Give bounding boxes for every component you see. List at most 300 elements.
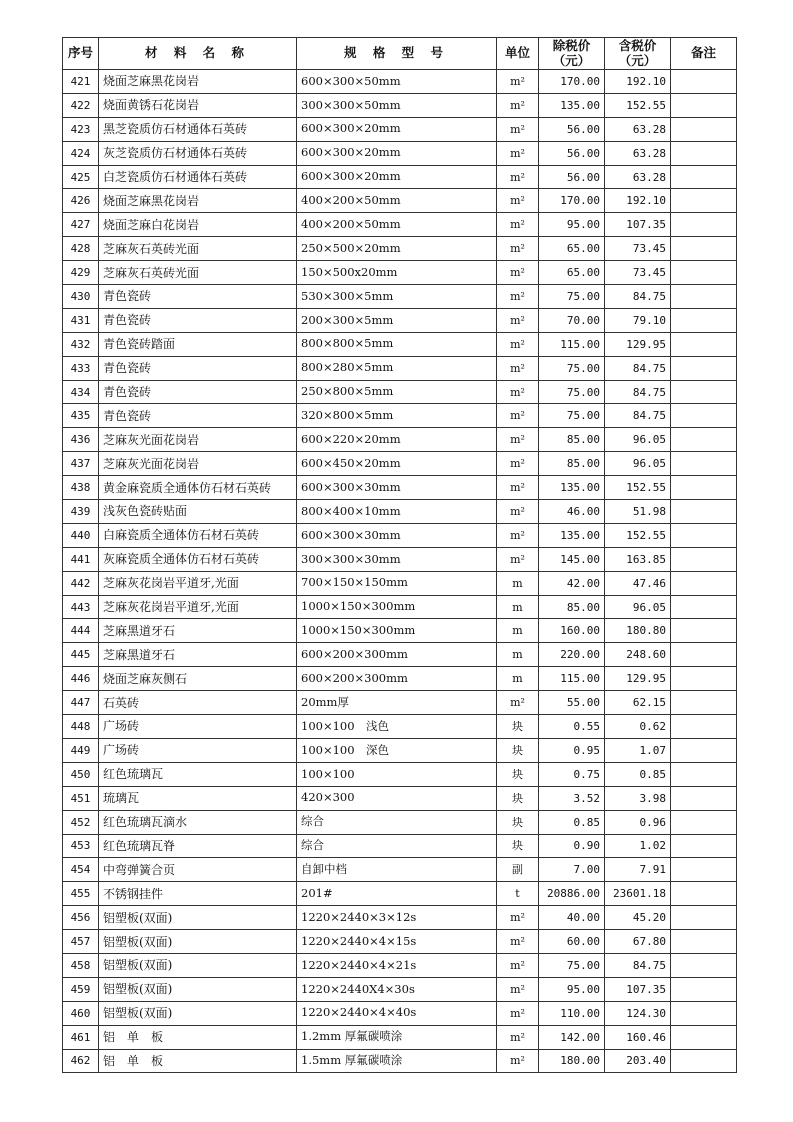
price-ex-tax-cell: 85.00 (539, 428, 605, 452)
table-row (63, 213, 737, 237)
note-cell (671, 117, 737, 141)
header-no: 序号 (63, 38, 99, 70)
price-ex-tax-cell: 135.00 (539, 93, 605, 117)
note-cell (671, 356, 737, 380)
row-number-cell: 444 (63, 619, 99, 643)
material-name-cell: 广场砖 (99, 715, 297, 739)
row-number-cell: 427 (63, 213, 99, 237)
price-inc-tax-cell: 96.05 (605, 452, 671, 476)
price-inc-tax-cell: 96.05 (605, 428, 671, 452)
price-ex-tax-cell: 75.00 (539, 285, 605, 309)
header-note: 备注 (671, 38, 737, 70)
price-ex-tax-cell: 115.00 (539, 332, 605, 356)
price-inc-tax-cell: 107.35 (605, 213, 671, 237)
note-cell (671, 977, 737, 1001)
unit-cell: m² (497, 261, 539, 285)
table-row (63, 356, 737, 380)
row-number-cell: 458 (63, 953, 99, 977)
price-inc-tax-cell: 1.02 (605, 834, 671, 858)
row-number-cell: 426 (63, 189, 99, 213)
material-name-cell: 灰芝瓷质仿石材通体石英砖 (99, 141, 297, 165)
header-price-ex-tax: 除税价 （元） (539, 38, 605, 70)
table-row (63, 1049, 737, 1073)
note-cell (671, 476, 737, 500)
unit-cell: m² (497, 500, 539, 524)
unit-cell: m² (497, 523, 539, 547)
table-row (63, 595, 737, 619)
material-name-cell: 烧面芝麻黑花岗岩 (99, 70, 297, 94)
table-row (63, 452, 737, 476)
unit-cell: m² (497, 404, 539, 428)
unit-cell: m² (497, 691, 539, 715)
note-cell (671, 452, 737, 476)
price-inc-tax-cell: 129.95 (605, 332, 671, 356)
row-number-cell: 429 (63, 261, 99, 285)
spec-model-cell: 800×800×5mm (297, 332, 497, 356)
spec-model-cell: 100×100 深色 (297, 738, 497, 762)
table-row (63, 953, 737, 977)
row-number-cell: 421 (63, 70, 99, 94)
price-ex-tax-cell: 55.00 (539, 691, 605, 715)
material-name-cell: 芝麻灰石英砖光面 (99, 237, 297, 261)
note-cell (671, 595, 737, 619)
row-number-cell: 425 (63, 165, 99, 189)
price-ex-tax-cell: 110.00 (539, 1001, 605, 1025)
unit-cell: 块 (497, 810, 539, 834)
price-inc-tax-cell: 47.46 (605, 571, 671, 595)
price-inc-tax-cell: 160.46 (605, 1025, 671, 1049)
unit-cell: m² (497, 547, 539, 571)
unit-cell: 块 (497, 715, 539, 739)
note-cell (671, 404, 737, 428)
note-cell (671, 738, 737, 762)
material-name-cell: 芝麻灰光面花岗岩 (99, 452, 297, 476)
table-row (63, 523, 737, 547)
spec-model-cell: 600×300×20mm (297, 141, 497, 165)
note-cell (671, 285, 737, 309)
price-ex-tax-cell: 0.55 (539, 715, 605, 739)
price-inc-tax-cell: 192.10 (605, 70, 671, 94)
unit-cell: m² (497, 930, 539, 954)
table-row (63, 428, 737, 452)
price-inc-tax-cell: 79.10 (605, 308, 671, 332)
unit-cell: 块 (497, 834, 539, 858)
price-inc-tax-cell: 129.95 (605, 667, 671, 691)
material-name-cell: 青色瓷砖 (99, 285, 297, 309)
row-number-cell: 439 (63, 500, 99, 524)
spec-model-cell: 600×220×20mm (297, 428, 497, 452)
spec-model-cell: 综合 (297, 810, 497, 834)
spec-model-cell: 600×300×20mm (297, 165, 497, 189)
row-number-cell: 462 (63, 1049, 99, 1073)
unit-cell: m (497, 571, 539, 595)
unit-cell: m² (497, 906, 539, 930)
price-inc-tax-cell: 152.55 (605, 93, 671, 117)
price-ex-tax-cell: 170.00 (539, 70, 605, 94)
price-inc-tax-cell: 62.15 (605, 691, 671, 715)
unit-cell: m² (497, 189, 539, 213)
material-name-cell: 烧面芝麻黑花岗岩 (99, 189, 297, 213)
unit-cell: t (497, 882, 539, 906)
table-row (63, 667, 737, 691)
row-number-cell: 446 (63, 667, 99, 691)
material-name-cell: 灰麻瓷质全通体仿石材石英砖 (99, 547, 297, 571)
price-inc-tax-cell: 84.75 (605, 285, 671, 309)
price-inc-tax-cell: 51.98 (605, 500, 671, 524)
price-ex-tax-cell: 40.00 (539, 906, 605, 930)
price-inc-tax-cell: 0.62 (605, 715, 671, 739)
note-cell (671, 834, 737, 858)
unit-cell: m² (497, 285, 539, 309)
price-ex-tax-cell: 75.00 (539, 953, 605, 977)
price-inc-tax-cell: 107.35 (605, 977, 671, 1001)
table-row (63, 882, 737, 906)
header-name: 材 料 名 称 (99, 38, 297, 70)
note-cell (671, 1049, 737, 1073)
material-name-cell: 铝塑板(双面) (99, 906, 297, 930)
unit-cell: m (497, 643, 539, 667)
note-cell (671, 1025, 737, 1049)
spec-model-cell: 320×800×5mm (297, 404, 497, 428)
note-cell (671, 308, 737, 332)
price-inc-tax-cell: 0.85 (605, 762, 671, 786)
row-number-cell: 448 (63, 715, 99, 739)
row-number-cell: 461 (63, 1025, 99, 1049)
note-cell (671, 858, 737, 882)
price-ex-tax-cell: 95.00 (539, 977, 605, 1001)
spec-model-cell: 1220×2440×4×40s (297, 1001, 497, 1025)
row-number-cell: 453 (63, 834, 99, 858)
note-cell (671, 93, 737, 117)
row-number-cell: 431 (63, 308, 99, 332)
spec-model-cell: 1.5mm 厚氟碳喷涂 (297, 1049, 497, 1073)
unit-cell: m² (497, 141, 539, 165)
price-inc-tax-cell: 84.75 (605, 404, 671, 428)
row-number-cell: 459 (63, 977, 99, 1001)
table-row (63, 1001, 737, 1025)
price-ex-tax-cell: 145.00 (539, 547, 605, 571)
table-header-row (63, 38, 737, 70)
row-number-cell: 440 (63, 523, 99, 547)
unit-cell: m (497, 667, 539, 691)
spec-model-cell: 1000×150×300mm (297, 595, 497, 619)
price-ex-tax-cell: 220.00 (539, 643, 605, 667)
price-ex-tax-cell: 115.00 (539, 667, 605, 691)
price-ex-tax-cell: 65.00 (539, 237, 605, 261)
table-row (63, 476, 737, 500)
table-row (63, 930, 737, 954)
note-cell (671, 810, 737, 834)
material-name-cell: 红色琉璃瓦脊 (99, 834, 297, 858)
note-cell (671, 380, 737, 404)
spec-model-cell: 1220×2440×4×15s (297, 930, 497, 954)
note-cell (671, 786, 737, 810)
material-name-cell: 铝塑板(双面) (99, 977, 297, 1001)
note-cell (671, 953, 737, 977)
price-inc-tax-cell: 63.28 (605, 117, 671, 141)
spec-model-cell: 600×300×50mm (297, 70, 497, 94)
table-row (63, 165, 737, 189)
spec-model-cell: 150×500x20mm (297, 261, 497, 285)
unit-cell: m² (497, 452, 539, 476)
price-inc-tax-cell: 84.75 (605, 356, 671, 380)
price-inc-tax-cell: 124.30 (605, 1001, 671, 1025)
price-inc-tax-cell: 1.07 (605, 738, 671, 762)
note-cell (671, 141, 737, 165)
unit-cell: 副 (497, 858, 539, 882)
row-number-cell: 436 (63, 428, 99, 452)
unit-cell: m² (497, 380, 539, 404)
spec-model-cell: 250×800×5mm (297, 380, 497, 404)
price-inc-tax-cell: 3.98 (605, 786, 671, 810)
price-ex-tax-cell: 42.00 (539, 571, 605, 595)
note-cell (671, 189, 737, 213)
table-row (63, 500, 737, 524)
material-name-cell: 铝 单 板 (99, 1025, 297, 1049)
material-name-cell: 红色琉璃瓦 (99, 762, 297, 786)
material-name-cell: 浅灰色瓷砖贴面 (99, 500, 297, 524)
unit-cell: m² (497, 70, 539, 94)
material-name-cell: 铝 单 板 (99, 1049, 297, 1073)
material-name-cell: 铝塑板(双面) (99, 930, 297, 954)
row-number-cell: 443 (63, 595, 99, 619)
row-number-cell: 455 (63, 882, 99, 906)
spec-model-cell: 1220×2440×3×12s (297, 906, 497, 930)
spec-model-cell: 1220×2440X4×30s (297, 977, 497, 1001)
note-cell (671, 571, 737, 595)
row-number-cell: 424 (63, 141, 99, 165)
row-number-cell: 452 (63, 810, 99, 834)
row-number-cell: 435 (63, 404, 99, 428)
price-ex-tax-cell: 0.85 (539, 810, 605, 834)
unit-cell: m (497, 619, 539, 643)
unit-cell: m² (497, 237, 539, 261)
note-cell (671, 165, 737, 189)
material-name-cell: 青色瓷砖 (99, 404, 297, 428)
material-name-cell: 广场砖 (99, 738, 297, 762)
row-number-cell: 449 (63, 738, 99, 762)
material-name-cell: 黑芝瓷质仿石材通体石英砖 (99, 117, 297, 141)
spec-model-cell: 800×400×10mm (297, 500, 497, 524)
price-ex-tax-cell: 95.00 (539, 213, 605, 237)
note-cell (671, 667, 737, 691)
row-number-cell: 430 (63, 285, 99, 309)
table-row (63, 285, 737, 309)
price-inc-tax-cell: 23601.18 (605, 882, 671, 906)
table-row (63, 786, 737, 810)
price-inc-tax-cell: 152.55 (605, 523, 671, 547)
price-inc-tax-cell: 45.20 (605, 906, 671, 930)
header-unit: 单位 (497, 38, 539, 70)
material-name-cell: 红色琉璃瓦滴水 (99, 810, 297, 834)
spec-model-cell: 600×200×300mm (297, 643, 497, 667)
price-inc-tax-cell: 84.75 (605, 380, 671, 404)
price-ex-tax-cell: 56.00 (539, 141, 605, 165)
spec-model-cell: 400×200×50mm (297, 189, 497, 213)
table-body (63, 70, 737, 1073)
price-ex-tax-cell: 75.00 (539, 356, 605, 380)
price-ex-tax-cell: 0.90 (539, 834, 605, 858)
material-name-cell: 烧面芝麻白花岗岩 (99, 213, 297, 237)
unit-cell: m² (497, 332, 539, 356)
spec-model-cell: 300×300×50mm (297, 93, 497, 117)
spec-model-cell: 600×300×20mm (297, 117, 497, 141)
spec-model-cell: 1000×150×300mm (297, 619, 497, 643)
material-name-cell: 芝麻灰花岗岩平道牙,光面 (99, 595, 297, 619)
material-name-cell: 青色瓷砖踏面 (99, 332, 297, 356)
table-row (63, 906, 737, 930)
price-ex-tax-cell: 160.00 (539, 619, 605, 643)
note-cell (671, 261, 737, 285)
price-inc-tax-cell: 163.85 (605, 547, 671, 571)
row-number-cell: 441 (63, 547, 99, 571)
unit-cell: m² (497, 1001, 539, 1025)
price-ex-tax-cell: 75.00 (539, 380, 605, 404)
price-ex-tax-cell: 70.00 (539, 308, 605, 332)
note-cell (671, 930, 737, 954)
unit-cell: m² (497, 1049, 539, 1073)
note-cell (671, 715, 737, 739)
note-cell (671, 213, 737, 237)
table-row (63, 977, 737, 1001)
price-ex-tax-cell: 135.00 (539, 523, 605, 547)
material-name-cell: 白麻瓷质全通体仿石材石英砖 (99, 523, 297, 547)
note-cell (671, 906, 737, 930)
spec-model-cell: 100×100 (297, 762, 497, 786)
price-ex-tax-cell: 135.00 (539, 476, 605, 500)
material-name-cell: 白芝瓷质仿石材通体石英砖 (99, 165, 297, 189)
note-cell (671, 619, 737, 643)
table-row (63, 643, 737, 667)
note-cell (671, 547, 737, 571)
price-inc-tax-cell: 63.28 (605, 141, 671, 165)
price-inc-tax-cell: 96.05 (605, 595, 671, 619)
spec-model-cell: 1220×2440×4×21s (297, 953, 497, 977)
unit-cell: m² (497, 977, 539, 1001)
price-inc-tax-cell: 180.80 (605, 619, 671, 643)
table-row (63, 189, 737, 213)
price-inc-tax-cell: 248.60 (605, 643, 671, 667)
price-inc-tax-cell: 73.45 (605, 237, 671, 261)
spec-model-cell: 自卸中档 (297, 858, 497, 882)
price-ex-tax-cell: 20886.00 (539, 882, 605, 906)
price-inc-tax-cell: 0.96 (605, 810, 671, 834)
material-name-cell: 不锈钢挂件 (99, 882, 297, 906)
table-row (63, 715, 737, 739)
price-inc-tax-cell: 203.40 (605, 1049, 671, 1073)
spec-model-cell: 700×150×150mm (297, 571, 497, 595)
row-number-cell: 451 (63, 786, 99, 810)
price-inc-tax-cell: 63.28 (605, 165, 671, 189)
price-inc-tax-cell: 152.55 (605, 476, 671, 500)
table-row (63, 70, 737, 94)
note-cell (671, 500, 737, 524)
material-name-cell: 芝麻黑道牙石 (99, 643, 297, 667)
table-row (63, 810, 737, 834)
table-row (63, 1025, 737, 1049)
price-inc-tax-cell: 73.45 (605, 261, 671, 285)
unit-cell: m² (497, 93, 539, 117)
row-number-cell: 433 (63, 356, 99, 380)
row-number-cell: 428 (63, 237, 99, 261)
price-ex-tax-cell: 65.00 (539, 261, 605, 285)
row-number-cell: 437 (63, 452, 99, 476)
table-row (63, 93, 737, 117)
row-number-cell: 457 (63, 930, 99, 954)
note-cell (671, 70, 737, 94)
material-name-cell: 芝麻黑道牙石 (99, 619, 297, 643)
price-inc-tax-cell: 192.10 (605, 189, 671, 213)
row-number-cell: 434 (63, 380, 99, 404)
row-number-cell: 460 (63, 1001, 99, 1025)
material-name-cell: 青色瓷砖 (99, 356, 297, 380)
unit-cell: m² (497, 356, 539, 380)
row-number-cell: 432 (63, 332, 99, 356)
price-ex-tax-cell: 7.00 (539, 858, 605, 882)
material-name-cell: 黄金麻瓷质全通体仿石材石英砖 (99, 476, 297, 500)
price-inc-tax-cell: 7.91 (605, 858, 671, 882)
spec-model-cell: 1.2mm 厚氟碳喷涂 (297, 1025, 497, 1049)
spec-model-cell: 250×500×20mm (297, 237, 497, 261)
spec-model-cell: 600×300×30mm (297, 523, 497, 547)
price-ex-tax-cell: 170.00 (539, 189, 605, 213)
spec-model-cell: 100×100 浅色 (297, 715, 497, 739)
material-name-cell: 琉璃瓦 (99, 786, 297, 810)
price-ex-tax-cell: 56.00 (539, 165, 605, 189)
table-row (63, 619, 737, 643)
material-name-cell: 烧面黄锈石花岗岩 (99, 93, 297, 117)
unit-cell: m (497, 595, 539, 619)
material-name-cell: 铝塑板(双面) (99, 953, 297, 977)
material-name-cell: 芝麻灰石英砖光面 (99, 261, 297, 285)
price-inc-tax-cell: 84.75 (605, 953, 671, 977)
table-row (63, 261, 737, 285)
spec-model-cell: 200×300×5mm (297, 308, 497, 332)
unit-cell: m² (497, 428, 539, 452)
spec-model-cell: 530×300×5mm (297, 285, 497, 309)
table-row (63, 308, 737, 332)
material-name-cell: 青色瓷砖 (99, 308, 297, 332)
price-ex-tax-cell: 180.00 (539, 1049, 605, 1073)
price-ex-tax-cell: 60.00 (539, 930, 605, 954)
spec-model-cell: 20mm厚 (297, 691, 497, 715)
material-name-cell: 芝麻灰花岗岩平道牙,光面 (99, 571, 297, 595)
price-ex-tax-cell: 3.52 (539, 786, 605, 810)
table-row (63, 380, 737, 404)
table-row (63, 738, 737, 762)
note-cell (671, 237, 737, 261)
table-row (63, 762, 737, 786)
table-row (63, 691, 737, 715)
spec-model-cell: 600×450×20mm (297, 452, 497, 476)
price-inc-tax-cell: 67.80 (605, 930, 671, 954)
note-cell (671, 332, 737, 356)
spec-model-cell: 600×200×300mm (297, 667, 497, 691)
unit-cell: 块 (497, 762, 539, 786)
unit-cell: m² (497, 117, 539, 141)
unit-cell: m² (497, 953, 539, 977)
row-number-cell: 423 (63, 117, 99, 141)
spec-model-cell: 201# (297, 882, 497, 906)
spec-model-cell: 600×300×30mm (297, 476, 497, 500)
unit-cell: 块 (497, 738, 539, 762)
note-cell (671, 882, 737, 906)
unit-cell: 块 (497, 786, 539, 810)
spec-model-cell: 综合 (297, 834, 497, 858)
row-number-cell: 447 (63, 691, 99, 715)
table-row (63, 571, 737, 595)
material-name-cell: 青色瓷砖 (99, 380, 297, 404)
